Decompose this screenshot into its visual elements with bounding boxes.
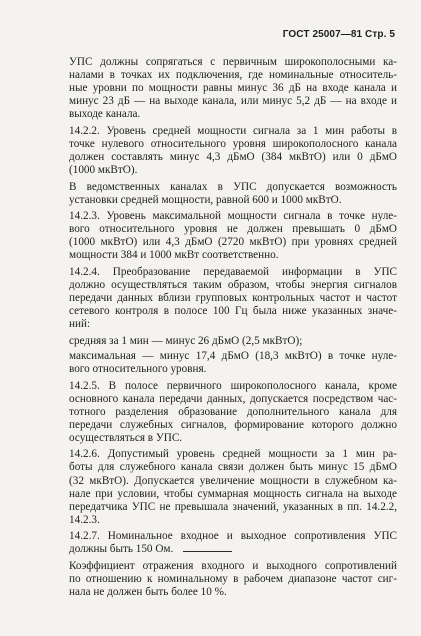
text-line: вого относительного уровня не должен превышать 0 дБмО bbox=[69, 223, 397, 236]
text-line: по отношению к номинальному в рабочем диапазоне частот сиг- bbox=[69, 572, 397, 585]
text-line: нале при условии, чтобы суммарная мощность сигнала на выходе bbox=[69, 487, 397, 500]
text-line: минус 23 дБ — на выходе канала, или минус 5,2 дБ — на входе и bbox=[69, 95, 397, 108]
text-line: нала не должен быть более 10 %. bbox=[69, 586, 227, 599]
text-line: должно осуществляться таким образом, чтобы энергия сигналов bbox=[69, 279, 397, 292]
paragraph bbox=[56, 448, 397, 527]
text-line: должен составлять минус 4,3 дБмО (384 мкВтО) или 0 дБмО bbox=[69, 151, 397, 164]
paragraph bbox=[56, 56, 397, 121]
text-line: выходе канала. bbox=[69, 108, 141, 121]
text-line: вого относительного уровня. bbox=[69, 363, 207, 376]
paragraph bbox=[56, 560, 397, 599]
paragraph bbox=[56, 530, 397, 556]
paragraph bbox=[56, 210, 397, 262]
text-line: ные уровни по мощности равны минус 36 дБ на входе канала и bbox=[69, 82, 397, 95]
text-line: должны быть 150 Ом. bbox=[69, 543, 174, 556]
text-line: (1000 мкВтО) или 4,3 дБмО (2720 мкВтО) при уровнях средней bbox=[69, 236, 397, 249]
text-line: 14.2.2. Уровень средней мощности сигнала за 1 мин работы в bbox=[69, 124, 397, 137]
text-line: мощности 384 и 1000 мкВт соответственно. bbox=[69, 249, 279, 262]
paragraph bbox=[56, 125, 397, 177]
text-line: установки средней мощности, равной 600 и 1000 мкВтО. bbox=[69, 193, 342, 206]
text-line: (32 мкВтО). Допускается увеличение мощности в служебном ка- bbox=[69, 474, 397, 487]
text-line: тотного разделения образование дополнительного канала для bbox=[69, 405, 397, 418]
text-line: 14.2.6. Допустимый уровень средней мощности за 1 мин ра- bbox=[69, 448, 397, 461]
paragraph bbox=[56, 350, 397, 376]
text-line: передатчика УПС не превышала значений, указанных в пп. 14.2.2, bbox=[69, 500, 397, 513]
document-body bbox=[56, 56, 397, 603]
paragraph bbox=[56, 380, 397, 445]
text-line: 14.2.7. Номинальное входное и выходное сопротивления УПС bbox=[69, 530, 397, 543]
end-rule bbox=[183, 551, 232, 552]
paragraph bbox=[56, 181, 397, 207]
text-line: передачи данных вблизи групповых контрольных частот и частот bbox=[69, 292, 397, 305]
text-line: 14.2.3. Уровень максимальной мощности сигнала в точке нуле- bbox=[69, 210, 397, 223]
paragraph bbox=[56, 266, 397, 331]
text-line: осуществляться в УПС. bbox=[69, 431, 183, 444]
text-line: сетевого контроля в полосе 100 Гц была ниже указанных значе- bbox=[69, 305, 397, 318]
text-line: налами в точках их подключения, где номинальные относитель- bbox=[69, 69, 397, 82]
text-line: основного канала передачи данных, допускается посредством час- bbox=[69, 392, 397, 405]
text-line: 14.2.4. Преобразование передаваемой информации в УПС bbox=[69, 265, 397, 278]
text-line: 14.2.3. bbox=[69, 513, 100, 526]
text-line: боты для служебного канала связи должен быть минус 15 дБмО bbox=[69, 461, 397, 474]
text-line: передачи служебных сигналов, формирование которого должно bbox=[69, 418, 397, 431]
text-line: ний: bbox=[69, 318, 91, 331]
text-line: УПС должны сопрягаться с первичным широкополосными ка- bbox=[69, 56, 397, 68]
text-line: точке нулевого относительного уровня широкополосного канала bbox=[69, 137, 397, 150]
paragraph bbox=[56, 335, 397, 348]
text-line: Коэффициент отражения входного и выходного сопротивлений bbox=[69, 559, 397, 572]
text-line: максимальная — минус 17,4 дБмО (18,3 мкВтО) в точке нуле- bbox=[69, 349, 397, 362]
text-line: В ведомственных каналах в УПС допускается возможность bbox=[69, 180, 397, 193]
page-header: ГОСТ 25007—81 Стр. 5 bbox=[282, 29, 395, 40]
text-line: 14.2.5. В полосе первичного широкополосного канала, кроме bbox=[69, 379, 397, 392]
text-line: (1000 мкВтО). bbox=[69, 164, 138, 177]
text-line: средняя за 1 мин — минус 26 дБмО (2,5 мкВтО); bbox=[69, 334, 303, 347]
